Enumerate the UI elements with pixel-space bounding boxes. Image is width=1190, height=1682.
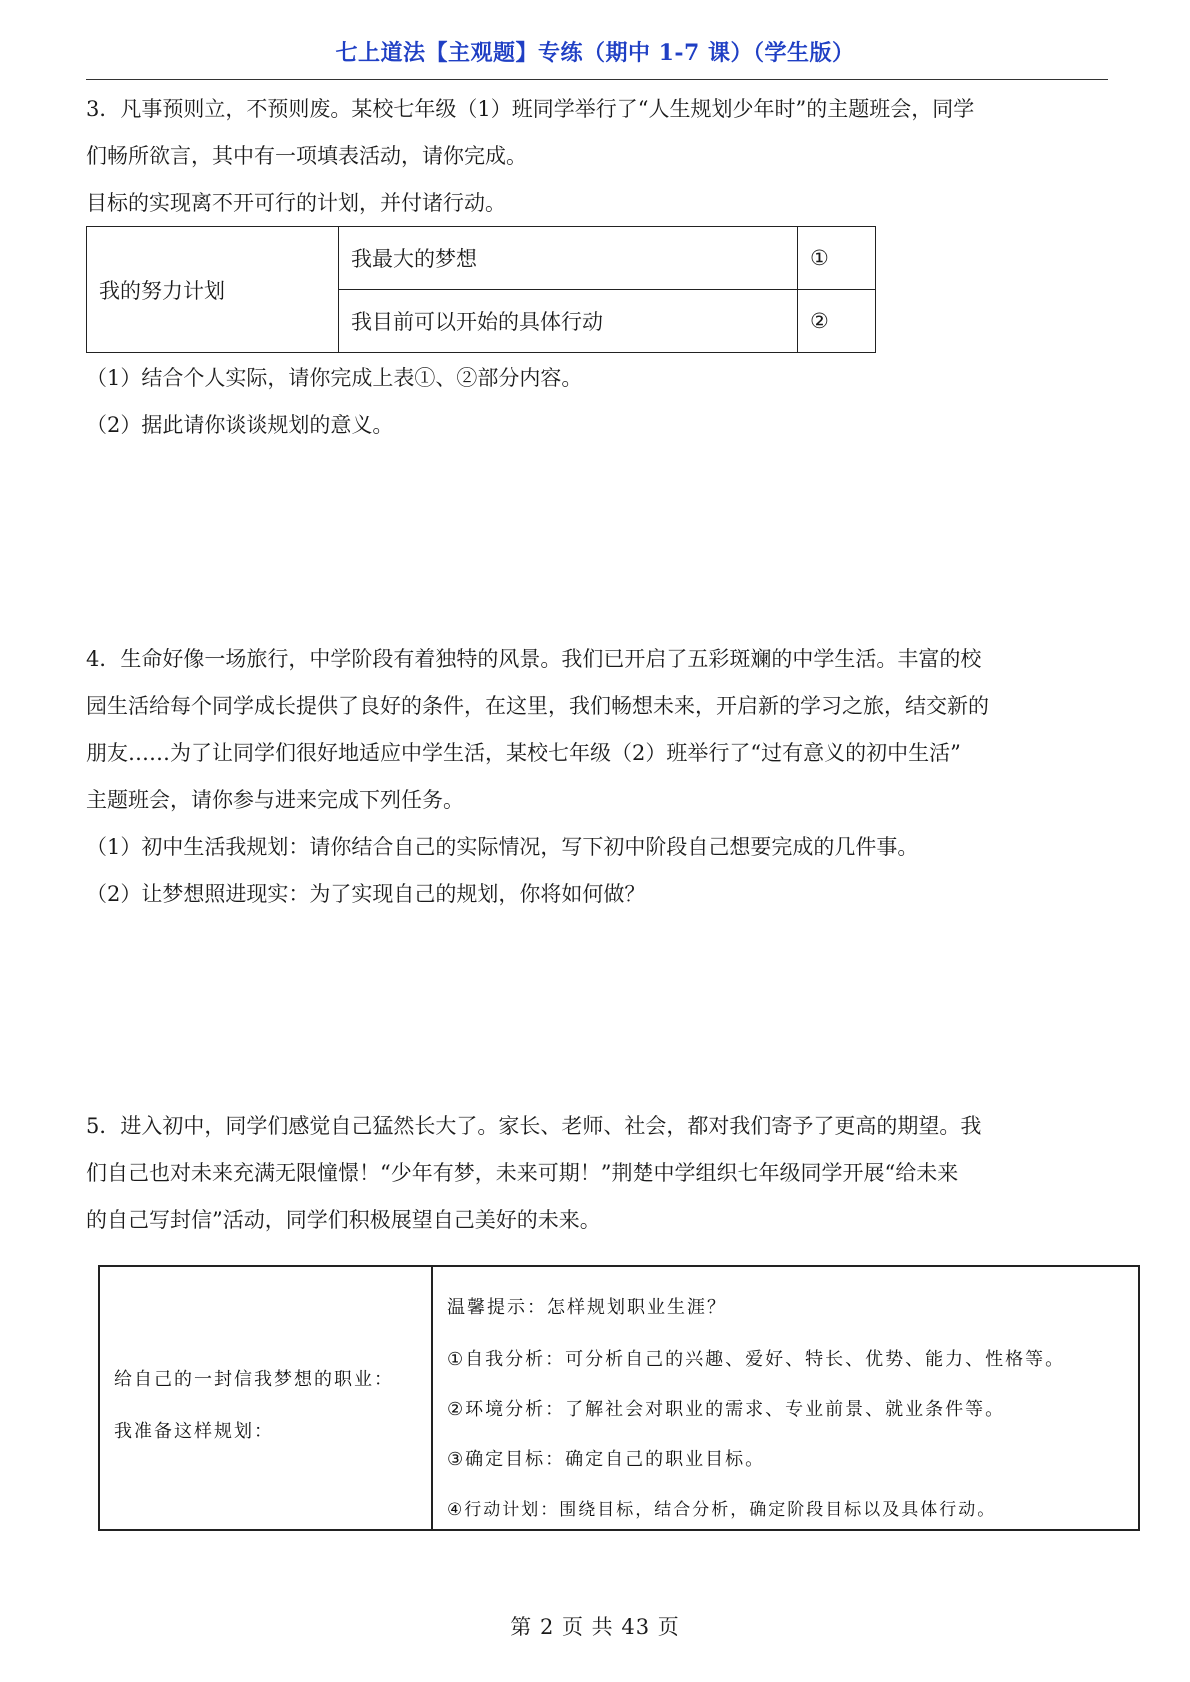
q5-letter-dream-career: 给自己的一封信我梦想的职业： [114, 1369, 394, 1390]
q5-tips-title: 温馨提示：怎样规划职业生涯？ [447, 1297, 727, 1318]
q3-line-3: 目标的实现离不开可行的计划，并付诸行动。 [86, 191, 506, 215]
q3-table-action-label: 我目前可以开始的具体行动 [339, 290, 798, 353]
q5-table-left-cell [100, 1267, 433, 1529]
q5-tip-2: ②环境分析：了解社会对职业的需求、专业前景、就业条件等。 [447, 1399, 1006, 1420]
q3-line-1: 3．凡事预则立，不预则废。某校七年级（1）班同学举行了“人生规划少年时”的主题班会，同学 [86, 97, 975, 121]
page-header-title: 七上道法【主观题】专练（期中 1-7 课）（学生版） [335, 40, 855, 66]
page-number-footer: 第 2 页 共 43 页 [510, 1615, 680, 1639]
q4-line-3: 朋友……为了让同学们很好地适应中学生活，某校七年级（2）班举行了“过有意义的初中生活” [86, 741, 961, 765]
q5-tip-4: ④行动计划：围绕目标，结合分析，确定阶段目标以及具体行动。 [447, 1500, 997, 1520]
q5-line-3: 的自己写封信”活动，同学们积极展望自己美好的未来。 [86, 1208, 601, 1232]
q5-line-1: 5．进入初中，同学们感觉自己猛然长大了。家长、老师、社会，都对我们寄予了更高的期望。我 [86, 1114, 982, 1138]
q4-line-4: 主题班会，请你参与进来完成下列任务。 [86, 788, 464, 812]
q5-letter-plan: 我准备这样规划： [114, 1421, 274, 1442]
header-divider [86, 79, 1108, 80]
q3-subquestion-1: （1）结合个人实际，请你完成上表①、②部分内容。 [86, 366, 583, 390]
q3-table-row-header: 我的努力计划 [87, 227, 339, 353]
q3-subquestion-2: （2）据此请你谈谈规划的意义。 [86, 413, 394, 437]
q3-table-dream-label: 我最大的梦想 [339, 227, 798, 290]
q5-tip-3: ③确定目标：确定自己的职业目标。 [447, 1449, 766, 1470]
q5-career-table [98, 1265, 1140, 1531]
q3-table-dream-cell: ① [798, 227, 876, 290]
q3-line-2: 们畅所欲言，其中有一项填表活动，请你完成。 [86, 144, 527, 168]
q4-line-1: 4．生命好像一场旅行，中学阶段有着独特的风景。我们已开启了五彩斑斓的中学生活。丰富的校 [86, 647, 982, 671]
q4-line-2: 园生活给每个同学成长提供了良好的条件，在这里，我们畅想未来，开启新的学习之旅，结交新的 [86, 694, 989, 718]
q3-table-action-cell: ② [798, 290, 876, 353]
q4-subquestion-2: （2）让梦想照进现实：为了实现自己的规划，你将如何做？ [86, 882, 646, 906]
q3-plan-table [86, 226, 876, 353]
q5-tip-1: ①自我分析：可分析自己的兴趣、爱好、特长、优势、能力、性格等。 [447, 1349, 1066, 1370]
q5-table-tips-cell [433, 1267, 1138, 1529]
q5-line-2: 们自己也对未来充满无限憧憬！“少年有梦，未来可期！”荆楚中学组织七年级同学开展“给未来 [86, 1161, 959, 1185]
q4-subquestion-1: （1）初中生活我规划：请你结合自己的实际情况，写下初中阶段自己想要完成的几件事。 [86, 835, 919, 859]
